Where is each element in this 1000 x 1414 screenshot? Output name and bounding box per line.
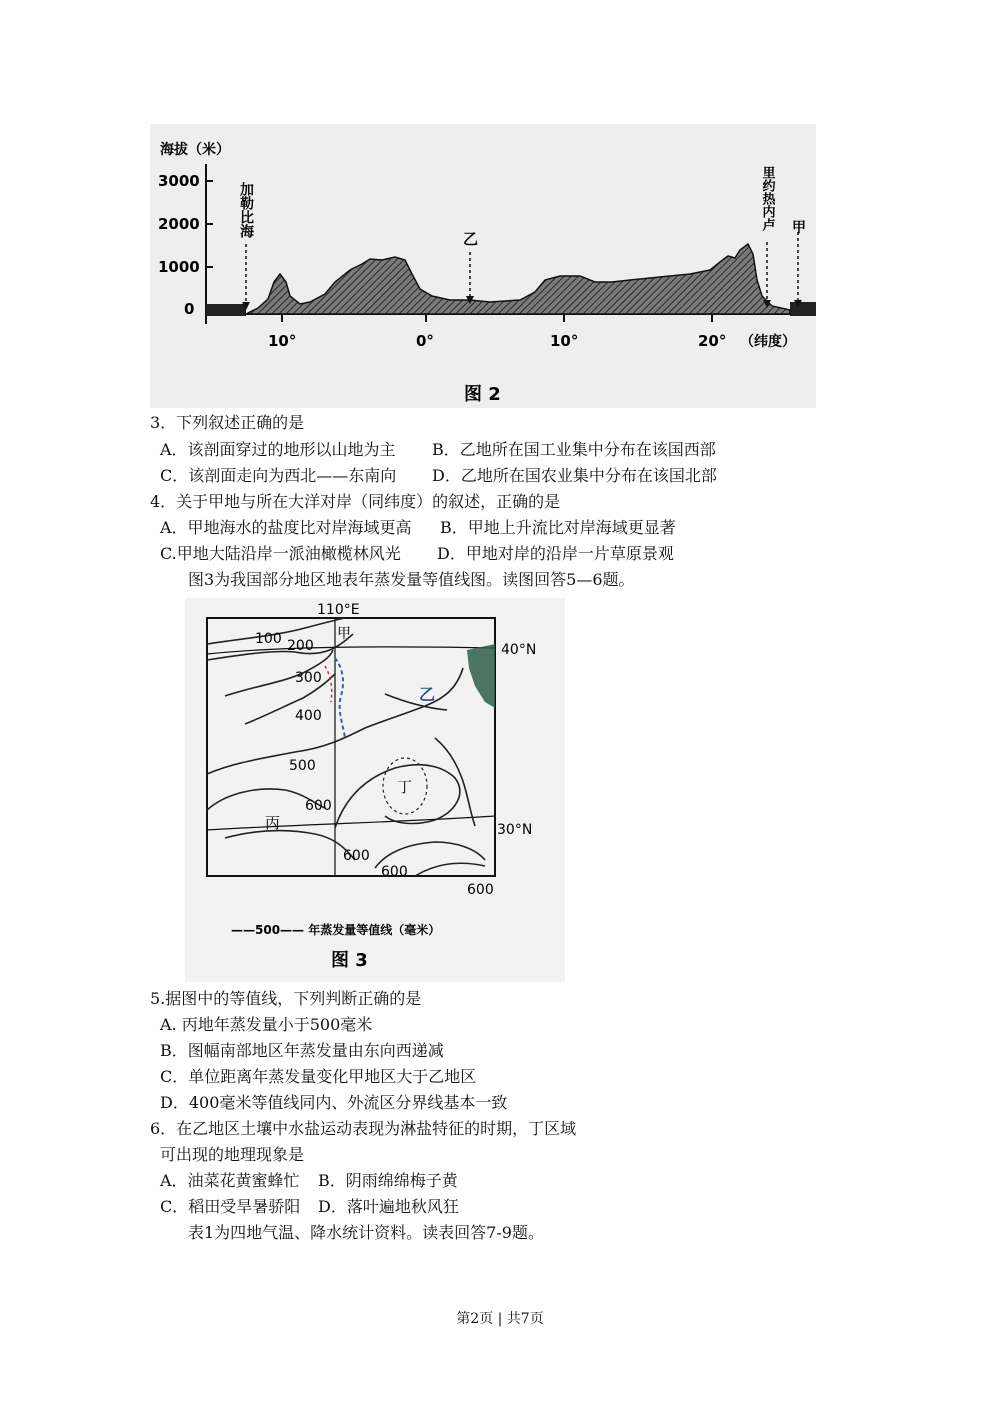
question-4-option-a: A．甲地海水的盐度比对岸海域更高: [160, 518, 412, 537]
sea-left: [206, 304, 246, 316]
isoline-value: 100: [255, 631, 282, 647]
x-axis-unit: （纬度）: [740, 334, 796, 350]
question-5-stem: 5.据图中的等值线，下列判断正确的是: [150, 989, 422, 1008]
isoline-value: 500: [289, 758, 316, 774]
table-1-intro: 表1为四地气温、降水统计资料。读表回答7-9题。: [188, 1223, 544, 1242]
isoline-value: 200: [287, 638, 314, 654]
figure-3-map: [185, 598, 565, 982]
question-5-option-d: D．400毫米等值线同内、外流区分界线基本一致: [160, 1093, 508, 1112]
x-tick-label: 10°: [268, 332, 297, 350]
figure-3-intro: 图3为我国部分地区地表年蒸发量等值线图。读图回答5—6题。: [188, 570, 635, 589]
latitude-label-40: 40°N: [501, 642, 537, 658]
question-4-option-d: D．甲地对岸的沿岸一片草原景观: [437, 544, 674, 563]
question-6-option-c: C．稻田受旱暑骄阳: [160, 1197, 301, 1216]
isoline-value: 600: [343, 848, 370, 864]
longitude-label: 110°E: [317, 602, 360, 618]
label-yi: 乙: [463, 230, 479, 248]
isoline-value: 600: [467, 882, 494, 898]
question-3-option-a: A．该剖面穿过的地形以山地为主: [160, 440, 396, 459]
label-rio: 里约热内卢: [759, 166, 775, 231]
question-5-option-a: A. 丙地年蒸发量小于500毫米: [160, 1015, 373, 1034]
label-jia: 甲: [792, 220, 806, 236]
isoline-value: 600: [305, 798, 332, 814]
question-3-stem: 3．下列叙述正确的是: [150, 413, 305, 432]
profile-chart: [150, 124, 816, 408]
y-tick-label: 1000: [158, 258, 200, 276]
question-3-option-b: B．乙地所在国工业集中分布在该国西部: [432, 440, 716, 459]
y-tick-label: 0: [184, 300, 195, 318]
question-6-option-a: A．油菜花黄蜜蜂忙: [160, 1171, 300, 1190]
question-6-option-b: B．阴雨绵绵梅子黄: [318, 1171, 458, 1190]
figure-2-profile: [150, 124, 816, 408]
figure-caption: 图 2: [464, 384, 501, 405]
y-axis-title: 海拔（米）: [160, 142, 230, 158]
isoline-value: 400: [295, 708, 322, 724]
question-5-option-c: C．单位距离年蒸发量变化甲地区大于乙地区: [160, 1067, 477, 1086]
place-jia: 甲: [337, 626, 351, 642]
figure-caption: 图 3: [331, 950, 368, 971]
latitude-label-30: 30°N: [497, 822, 533, 838]
isoline-value: 300: [295, 670, 322, 686]
question-5-option-b: B．图幅南部地区年蒸发量由东向西递减: [160, 1041, 444, 1060]
question-4-option-c: C.甲地大陆沿岸一派油橄榄林风光: [160, 544, 401, 563]
question-3-option-c: C．该剖面走向为西北——东南向: [160, 466, 397, 485]
place-ding: 丁: [397, 778, 413, 796]
place-yi: 乙: [419, 685, 436, 704]
x-tick-label: 0°: [416, 332, 434, 350]
question-6-stem-line1: 6．在乙地区土壤中水盐运动表现为淋盐特征的时期，丁区域: [150, 1119, 577, 1138]
question-4-option-b: B．甲地上升流比对岸海域更显著: [440, 518, 676, 537]
x-tick-label: 10°: [550, 332, 579, 350]
question-4-stem: 4．关于甲地与所在大洋对岸（同纬度）的叙述，正确的是: [150, 492, 561, 511]
label-caribbean: 加勒比海: [238, 182, 254, 238]
map-legend: ——500—— 年蒸发量等值线（毫米）: [231, 923, 441, 937]
y-tick-label: 3000: [158, 172, 200, 190]
x-tick-label: 20°: [698, 332, 727, 350]
question-6-option-d: D．落叶遍地秋风狂: [318, 1197, 459, 1216]
sea-right: [790, 302, 816, 316]
y-tick-label: 2000: [158, 215, 200, 233]
question-6-stem-line2: 可出现的地理现象是: [160, 1145, 305, 1164]
place-bing: 丙: [265, 814, 281, 832]
question-3-option-d: D．乙地所在国农业集中分布在该国北部: [432, 466, 717, 485]
page-footer: 第2页 | 共7页: [456, 1311, 544, 1327]
isoline-value: 600: [381, 864, 408, 880]
isoline-map: [185, 598, 565, 982]
